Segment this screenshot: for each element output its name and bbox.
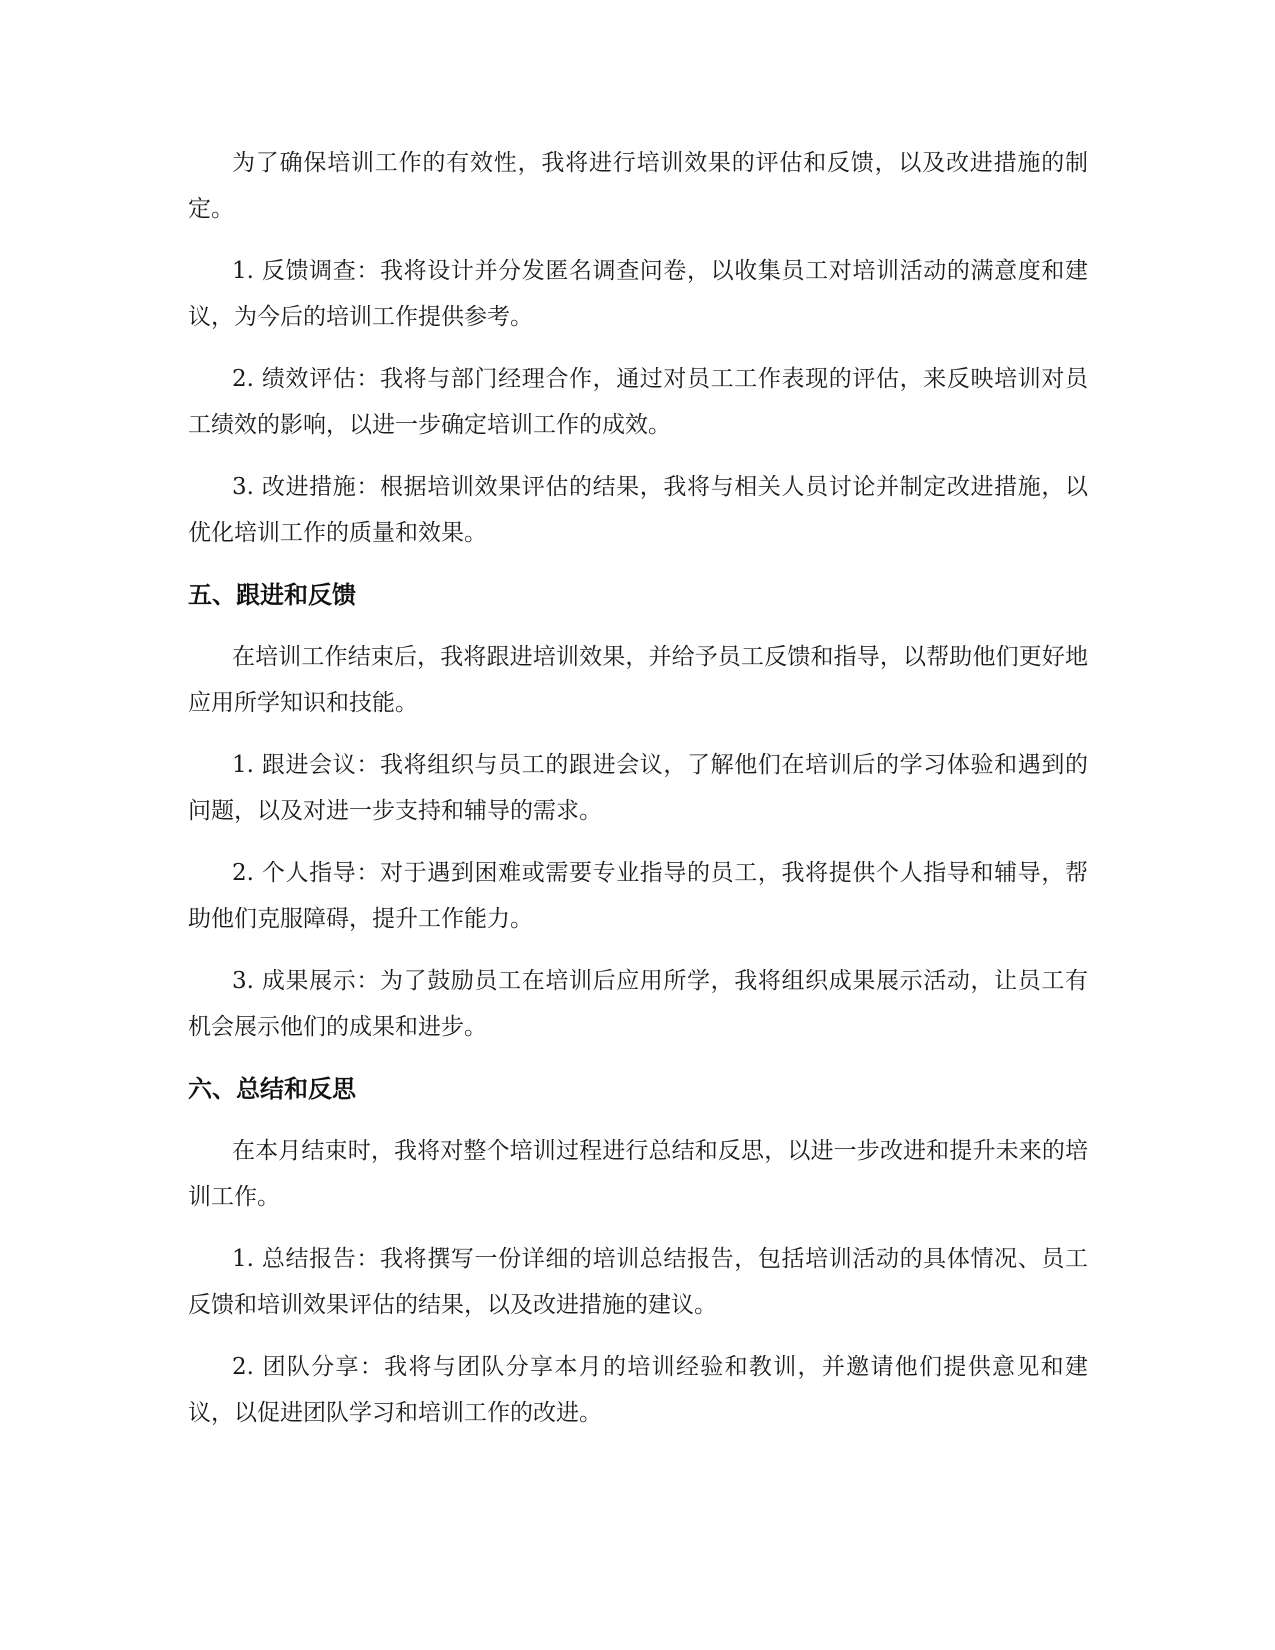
- paragraph-intro-evaluation: 为了确保培训工作的有效性，我将进行培训效果的评估和反馈，以及改进措施的制定。: [188, 150, 1088, 222]
- paragraph-team-sharing: 2. 团队分享：我将与团队分享本月的培训经验和教训，并邀请他们提供意见和建议，以促进团队学习和培训工作的改进。: [188, 1354, 1088, 1426]
- paragraph-performance-evaluation: 2. 绩效评估：我将与部门经理合作，通过对员工工作表现的评估，来反映培训对员工绩效的影响，以进一步确定培训工作的成效。: [188, 366, 1088, 438]
- paragraph-intro-follow-up: 在培训工作结束后，我将跟进培训效果，并给予员工反馈和指导，以帮助他们更好地应用所学知识和技能。: [188, 644, 1088, 716]
- section-heading-follow-up: 五、跟进和反馈: [188, 581, 356, 609]
- paragraph-follow-up-meeting: 1. 跟进会议：我将组织与员工的跟进会议，了解他们在培训后的学习体验和遇到的问题，以及对进一步支持和辅导的需求。: [188, 752, 1088, 824]
- paragraph-intro-summary: 在本月结束时，我将对整个培训过程进行总结和反思，以进一步改进和提升未来的培训工作。: [188, 1138, 1088, 1210]
- section-heading-summary: 六、总结和反思: [188, 1075, 356, 1103]
- document-body: [188, 140, 1088, 1452]
- paragraph-improvement-measures: 3. 改进措施：根据培训效果评估的结果，我将与相关人员讨论并制定改进措施，以优化培训工作的质量和效果。: [188, 474, 1088, 546]
- paragraph-personal-guidance: 2. 个人指导：对于遇到困难或需要专业指导的员工，我将提供个人指导和辅导，帮助他们克服障碍，提升工作能力。: [188, 860, 1088, 932]
- paragraph-summary-report: 1. 总结报告：我将撰写一份详细的培训总结报告，包括培训活动的具体情况、员工反馈和培训效果评估的结果，以及改进措施的建议。: [188, 1246, 1088, 1318]
- paragraph-feedback-survey: 1. 反馈调查：我将设计并分发匿名调查问卷，以收集员工对培训活动的满意度和建议，为今后的培训工作提供参考。: [188, 258, 1088, 330]
- paragraph-results-showcase: 3. 成果展示：为了鼓励员工在培训后应用所学，我将组织成果展示活动，让员工有机会展示他们的成果和进步。: [188, 968, 1088, 1040]
